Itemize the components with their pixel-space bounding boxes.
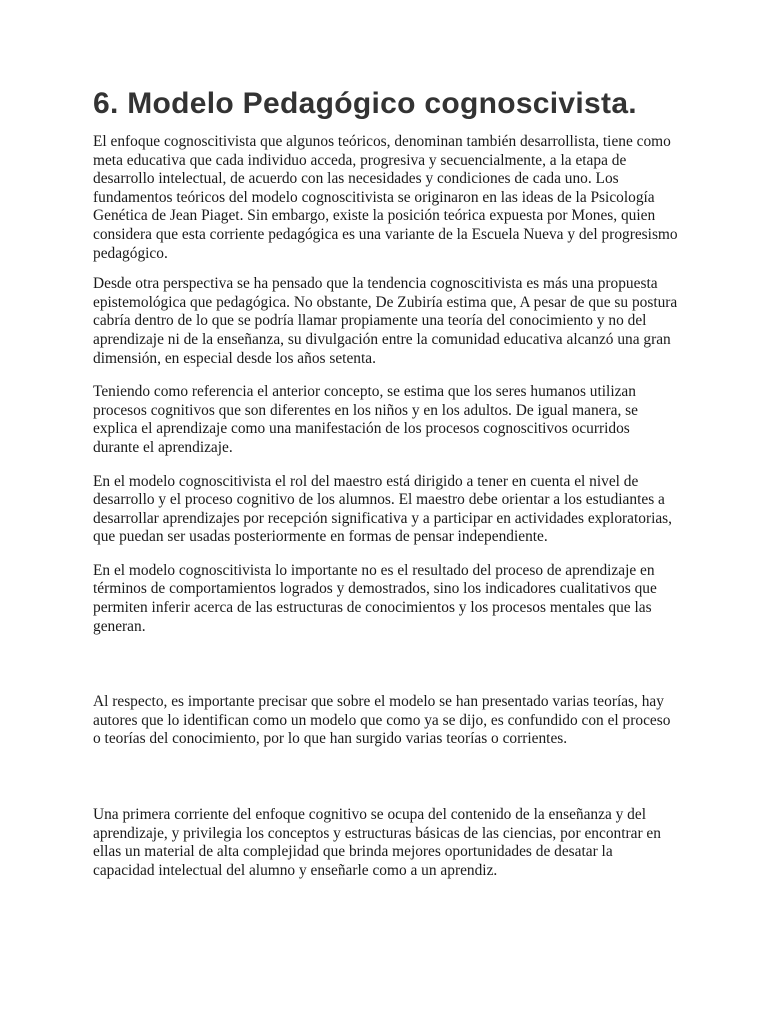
paragraph: El enfoque cognoscitivista que algunos teóricos, denominan también desarrollista, tiene como meta educativa que cada individuo acceda, progresiva y secuencialmente, a la etapa de desarrollo intelectual, de acuerdo con las necesidades y condiciones de cada uno. Los fundamentos teóricos del modelo cognoscitivista se originaron en las ideas de la Psicología Genética de Jean Piaget. Sin embargo, existe la posición teórica expuesta por Mones, quien considera que esta corriente pedagógica es una variante de la Escuela Nueva y del progresismo pedagógico. [93,133,678,262]
page-title: 6. Modelo Pedagógico cognoscivista. [93,87,637,120]
paragraph: En el modelo cognoscitivista el rol del maestro está dirigido a tener en cuenta el nivel de desarrollo y el proceso cognitivo de los alumnos. El maestro debe orientar a los estudiantes a desarrollar aprendizajes por recepción significativa y a participar en actividades exploratorias, que puedan ser usadas posteriormente en formas de pensar independiente. [93,472,673,546]
paragraph: Desde otra perspectiva se ha pensado que la tendencia cognoscitivista es más una propuesta epistemológica que pedagógica. No obstante, De Zubiría estima que, A pesar de que su postura cabría dentro de lo que se podría llamar propiamente una teoría del conocimiento y no del aprendizaje ni de la enseñanza, su divulgación entre la comunidad educativa alcanzó una gran dimensión, en especial desde los años setenta. [93,275,678,367]
paragraph: En el modelo cognoscitivista lo importante no es el resultado del proceso de aprendizaje en términos de comportamientos logrados y demostrados, sino los indicadores cualitativos que permiten inferir acerca de las estructuras de conocimientos y los procesos mentales que las generan. [93,561,657,635]
paragraph: Al respecto, es importante precisar que sobre el modelo se han presentado varias teorías, hay autores que lo identifican como un modelo que como ya se dijo, es confundido con el proceso o teorías del conocimiento, por lo que han surgido varias teorías o corrientes. [93,693,671,748]
paragraph: Una primera corriente del enfoque cognitivo se ocupa del contenido de la enseñanza y del aprendizaje, y privilegia los conceptos y estructuras básicas de las ciencias, por encontrar en ellas un material de alta complejidad que brinda mejores oportunidades de desatar la capacidad intelectual del alumno y enseñarle como a un aprendiz. [93,806,661,879]
paragraph: Teniendo como referencia el anterior concepto, se estima que los seres humanos utilizan procesos cognitivos que son diferentes en los niños y en los adultos. De igual manera, se explica el aprendizaje como una manifestación de los procesos cognoscitivos ocurridos durante el aprendizaje. [93,383,638,456]
document-page [93,84,678,880]
